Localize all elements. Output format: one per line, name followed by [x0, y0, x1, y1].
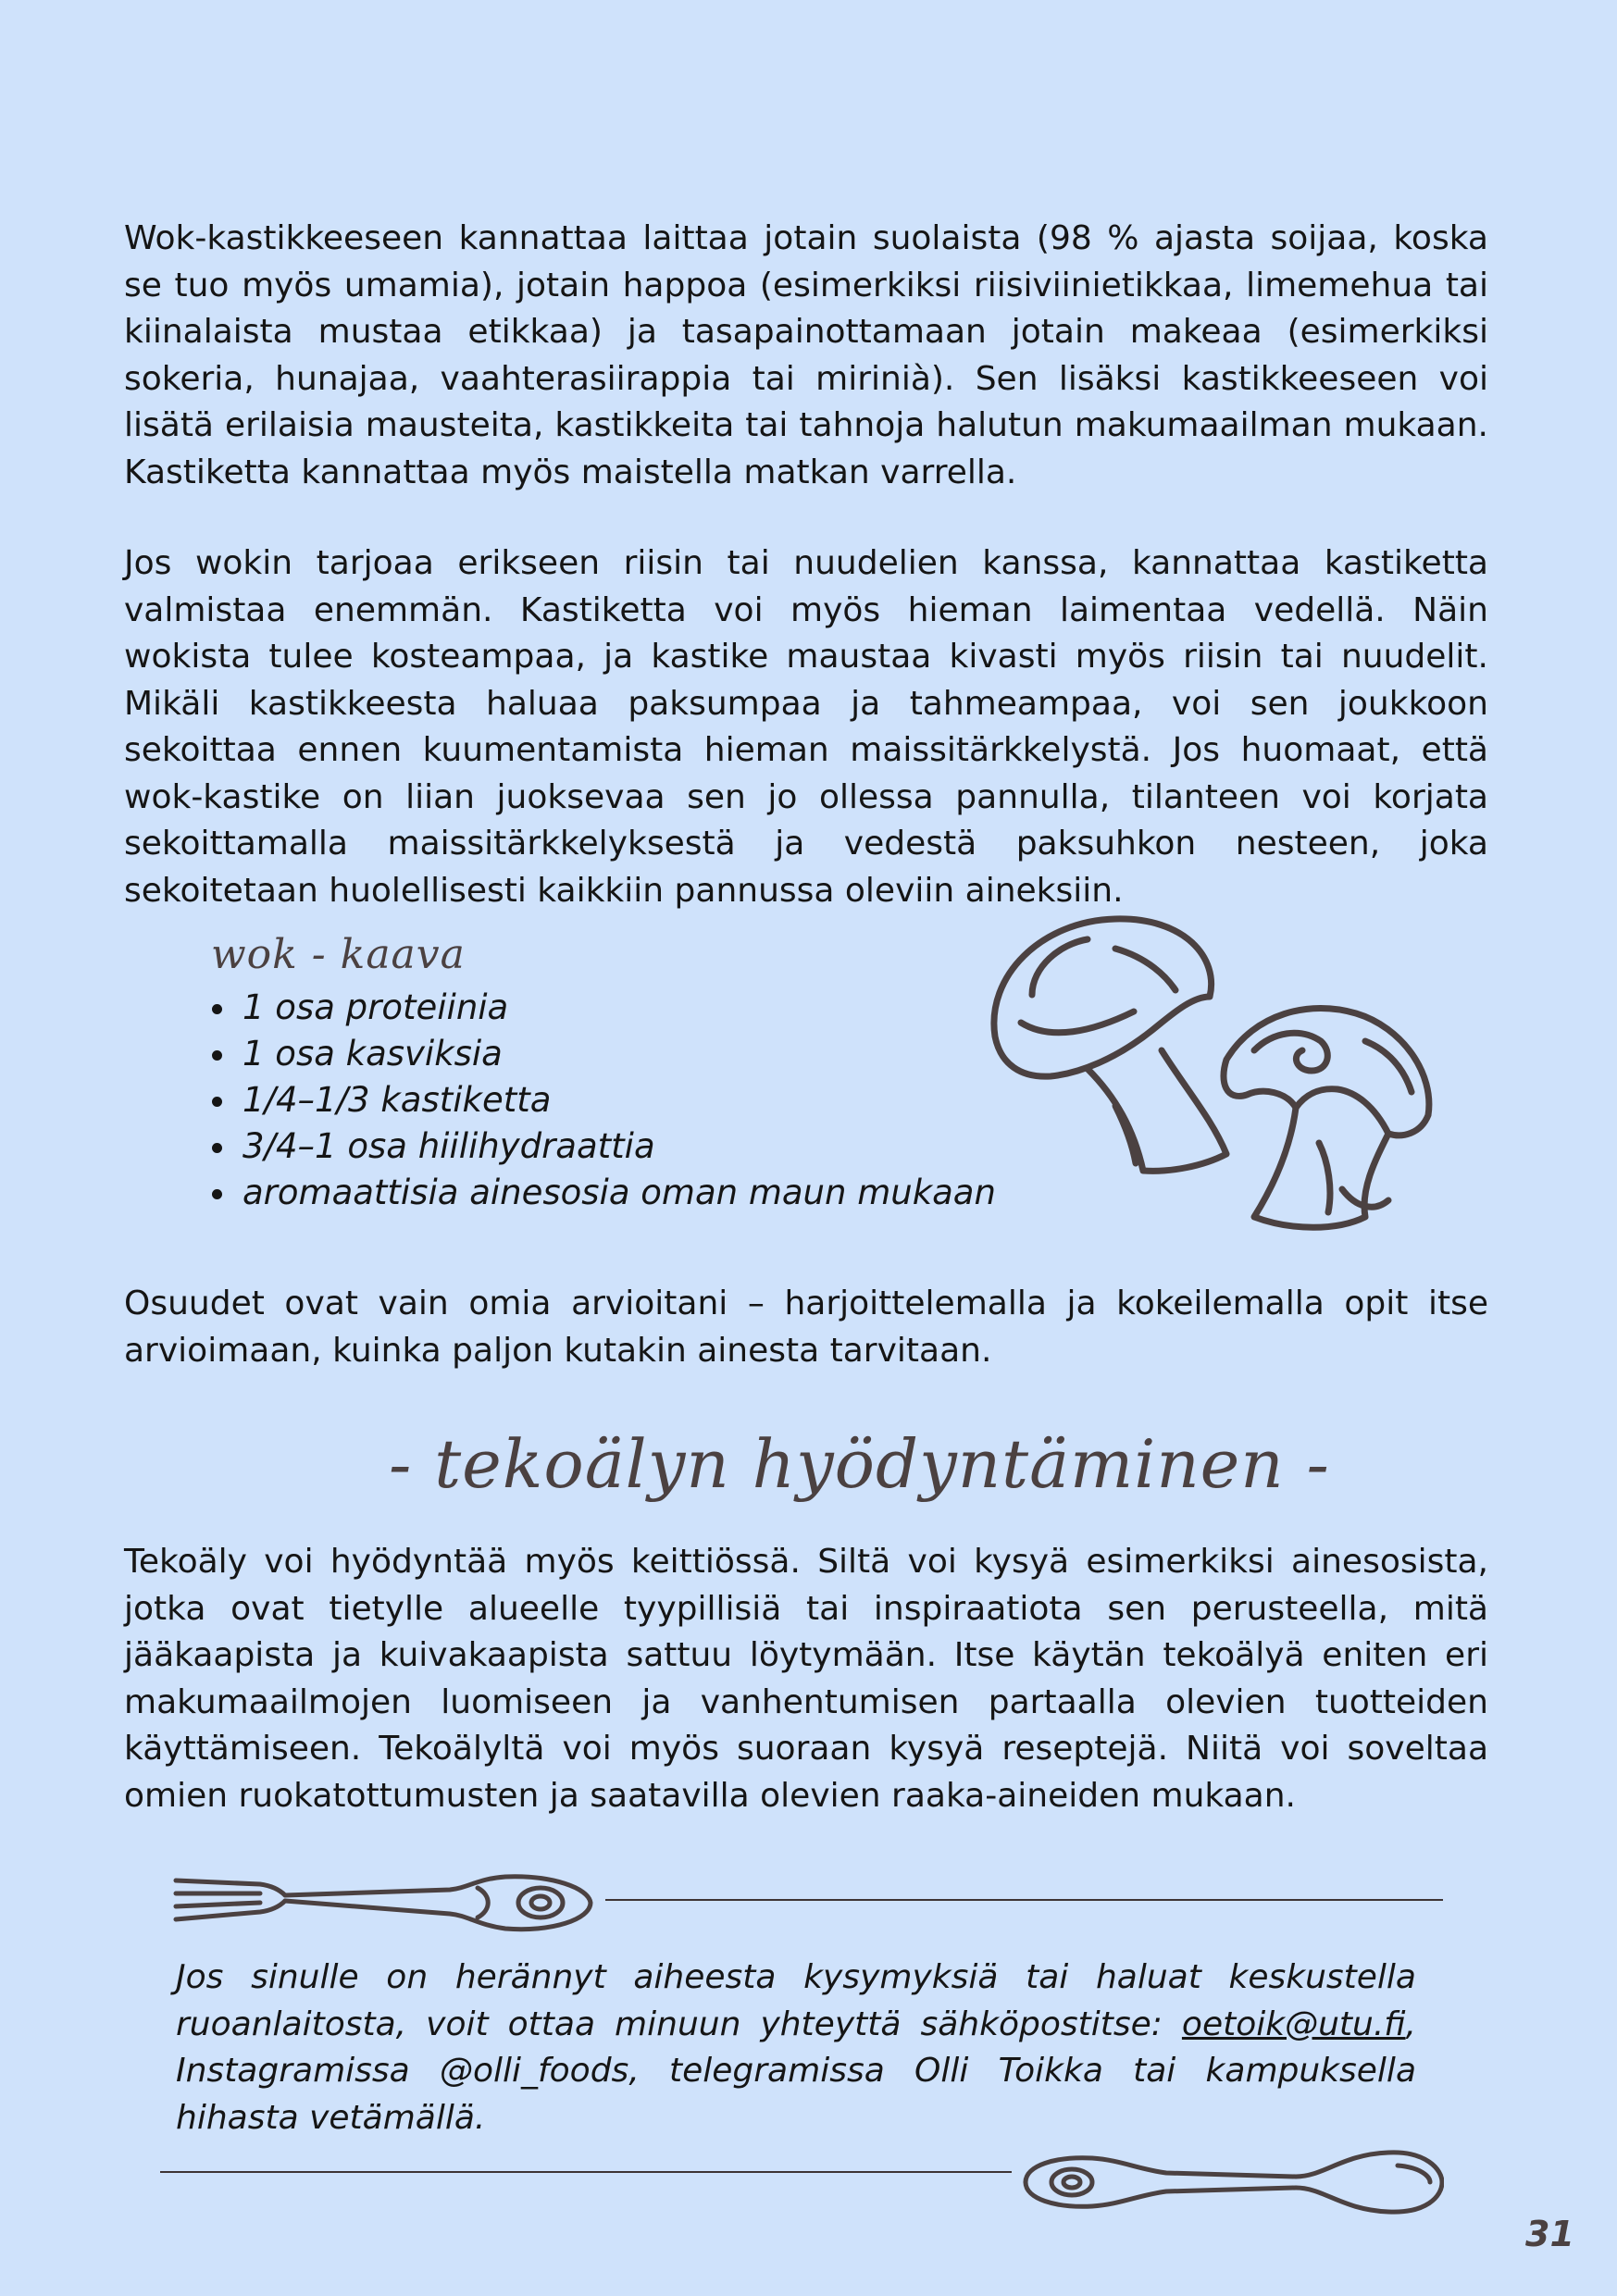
- contact-text: , Instagramissa @olli_foods, telegramissa Olli Toikka tai kampuksella hihasta vetämällä.: [176, 2004, 1416, 2137]
- divider: [160, 2171, 1012, 2173]
- fork-icon: [172, 1868, 598, 1942]
- divider: [605, 1899, 1443, 1901]
- mushroom-icon: [976, 912, 1458, 1245]
- spoon-icon: [1018, 2145, 1444, 2219]
- contact-text: Jos sinulle on herännyt aiheesta kysymyksiä tai haluat keskustella ruoanlaitosta, voit ottaa minuun yhteyttä sähköpostitse:: [176, 1958, 1416, 2043]
- contact-note: [176, 1955, 1416, 2141]
- page-number: 31: [1525, 2214, 1574, 2254]
- list-item: • 1/4–1/3 kastiketta: [239, 1077, 996, 1123]
- paragraph-ai: Tekoäly voi hyödyntää myös keittiössä. Siltä voi kysyä esimerkiksi ainesosista, jotka ovat tietylle alueelle tyypillisiä tai inspiraatiota sen perusteella, mitä jääkaapista ja kuivakaapista sattuu löytymään. Itse käytän tekoälyä eniten eri makumaailmojen luomiseen ja vanhentumisen partaalla olevien tuotteiden käyttämiseen. Tekoälyltä voi myös suoraan kysyä reseptejä. Niitä voi soveltaa omien ruokatottumusten ja saatavilla olevien raaka-aineiden mukaan.: [124, 1543, 1488, 1815]
- paragraph-estimates: Osuudet ovat vain omia arvioitani – harjoittelemalla ja kokeilemalla opit itse arvioimaan, kuinka paljon kutakin ainesta tarvitaan.: [124, 1285, 1488, 1370]
- email-link[interactable]: oetoik@utu.fi: [1181, 2004, 1406, 2043]
- wok-formula-title: wok - kaava: [211, 931, 466, 978]
- list-item: • 1 osa kasviksia: [239, 1031, 996, 1077]
- wok-formula-list: [185, 985, 996, 1216]
- list-item: • 3/4–1 osa hiilihydraattia: [239, 1123, 996, 1170]
- ai-section-title: - tekoälyn hyödyntäminen -: [389, 1425, 1330, 1503]
- list-item: • 1 osa proteiinia: [239, 985, 996, 1031]
- paragraph-wok-sauce: Wok-kastikkeeseen kannattaa laittaa jotain suolaista (98 % ajasta soijaa, koska se tuo myös umamia), jotain happoa (esimerkiksi riisiviinietikkaa, limemehua tai kiinalaista mustaa etikkaa) ja tasapainottamaan jotain makeaa (esimerkiksi sokeria, hunajaa, vaahterasiirappia tai mirinià). Sen lisäksi kastikkeeseen voi lisätä erilaisia mausteita, kastikkeita tai tahnoja halutun makumaailman mukaan. Kastiketta kannattaa myös maistella matkan varrella.: [124, 219, 1488, 491]
- paragraph-serving: Jos wokin tarjoaa erikseen riisin tai nuudelien kanssa, kannattaa kastiketta valmistaa enemmän. Kastiketta voi myös hieman laimentaa vedellä. Näin wokista tulee kosteampaa, ja kastike maustaa kivasti myös riisin tai nuudelit. Mikäli kastikkeesta haluaa paksumpaa ja tahmeampaa, voi sen joukkoon sekoittaa ennen kuumentamista hieman maissitärkkelystä. Jos huomaat, että wok-kastike on liian juoksevaa sen jo ollessa pannulla, tilanteen voi korjata sekoittamalla maissitärkkelyksestä ja vedestä paksuhkon nesteen, joka sekoitetaan huolellisesti kaikkiin pannussa oleviin aineksiin.: [124, 544, 1488, 910]
- list-item: • aromaattisia ainesosia oman maun mukaan: [239, 1170, 996, 1216]
